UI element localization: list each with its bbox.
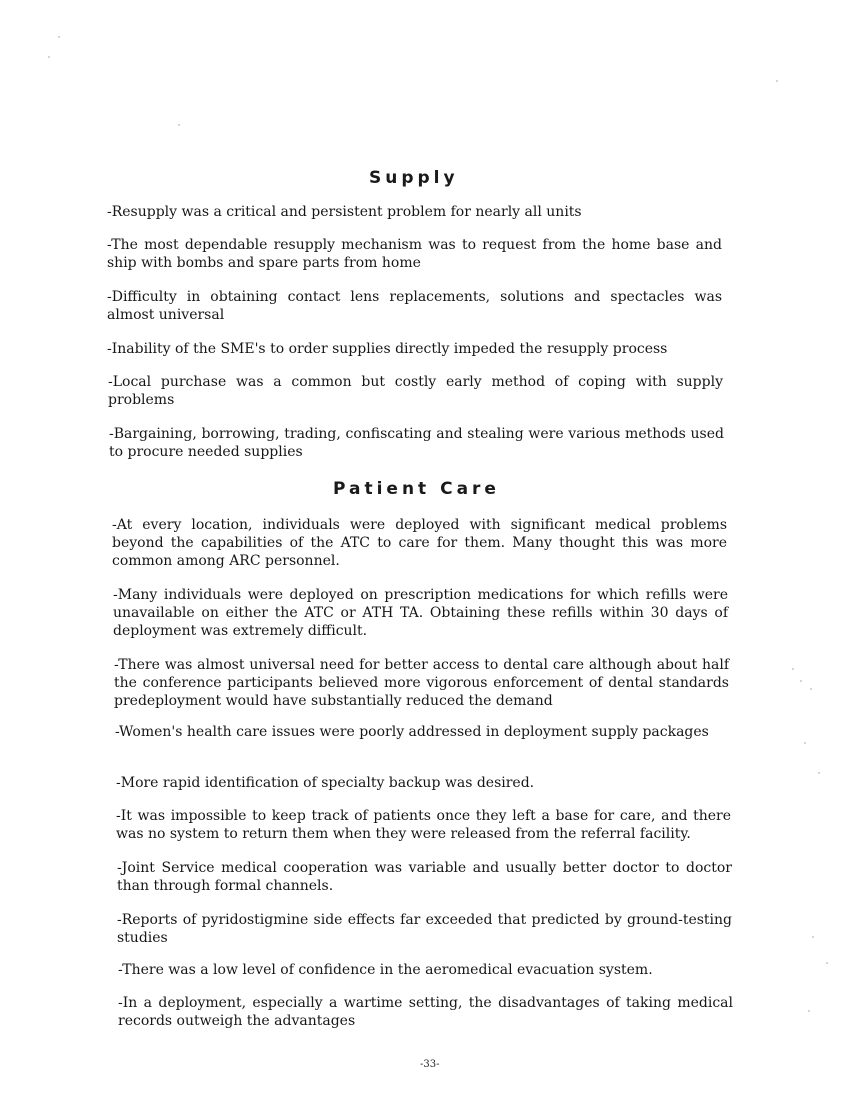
scan-speck	[792, 668, 794, 670]
patient-care-bullet-5: -More rapid identification of specialty backup was desired.	[116, 775, 535, 791]
supply-bullet-2: -The most dependable resupply mechanism was to request from the home base and ship with bombs and spare parts from home	[107, 237, 722, 271]
patient-care-bullet-4: -Women's health care issues were poorly addressed in deployment supply packages	[115, 724, 709, 740]
section-title-supply: Supply	[369, 168, 459, 188]
scan-speck	[58, 36, 60, 38]
section-title-patient-care: Patient Care	[333, 479, 500, 499]
supply-bullet-3: -Difficulty in obtaining contact lens replacements, solutions and spectacles was almost universal	[107, 289, 722, 323]
patient-care-bullet-1: -At every location, individuals were deployed with significant medical problems beyond the capabilities of the ATC to care for them. Many thought this was more common among ARC personnel.	[112, 517, 727, 569]
scan-speck	[810, 688, 812, 690]
patient-care-bullet-6: -It was impossible to keep track of patients once they left a base for care, and there was no system to return them when they were released from the referral facility.	[116, 808, 731, 842]
patient-care-bullet-8: -Reports of pyridostigmine side effects far exceeded that predicted by ground-testing studies	[117, 912, 732, 946]
patient-care-bullet-10: -In a deployment, especially a wartime setting, the disadvantages of taking medical records outweigh the advantages	[118, 995, 733, 1029]
patient-care-bullet-2: -Many individuals were deployed on prescription medications for which refills were unavailable on either the ATC or ATH TA. Obtaining these refills within 30 days of deployment was extremely difficult.	[113, 587, 728, 639]
scan-speck	[800, 680, 802, 682]
patient-care-bullet-9: -There was a low level of confidence in the aeromedical evacuation system.	[118, 962, 653, 978]
scan-speck	[808, 1010, 810, 1012]
scan-speck	[826, 962, 828, 964]
scan-speck	[776, 80, 778, 82]
patient-care-bullet-7: -Joint Service medical cooperation was variable and usually better doctor to doctor than through formal channels.	[117, 860, 732, 894]
scan-speck	[48, 56, 50, 58]
supply-bullet-6: -Bargaining, borrowing, trading, confiscating and stealing were various methods used to procure needed supplies	[109, 426, 724, 460]
supply-bullet-5: -Local purchase was a common but costly early method of coping with supply problems	[108, 374, 723, 408]
scan-speck	[804, 742, 806, 744]
scan-speck	[812, 936, 814, 938]
scan-speck	[178, 124, 180, 126]
supply-bullet-1: -Resupply was a critical and persistent problem for nearly all units	[107, 204, 582, 220]
patient-care-bullet-3: -There was almost universal need for better access to dental care although about half the conference participants believed more vigorous enforcement of dental standards predeployment would have substantially reduced the demand	[114, 657, 729, 709]
scan-speck	[818, 772, 820, 774]
page-number: -33-	[420, 1059, 440, 1070]
supply-bullet-4: -Inability of the SME's to order supplies directly impeded the resupply process	[107, 341, 668, 357]
